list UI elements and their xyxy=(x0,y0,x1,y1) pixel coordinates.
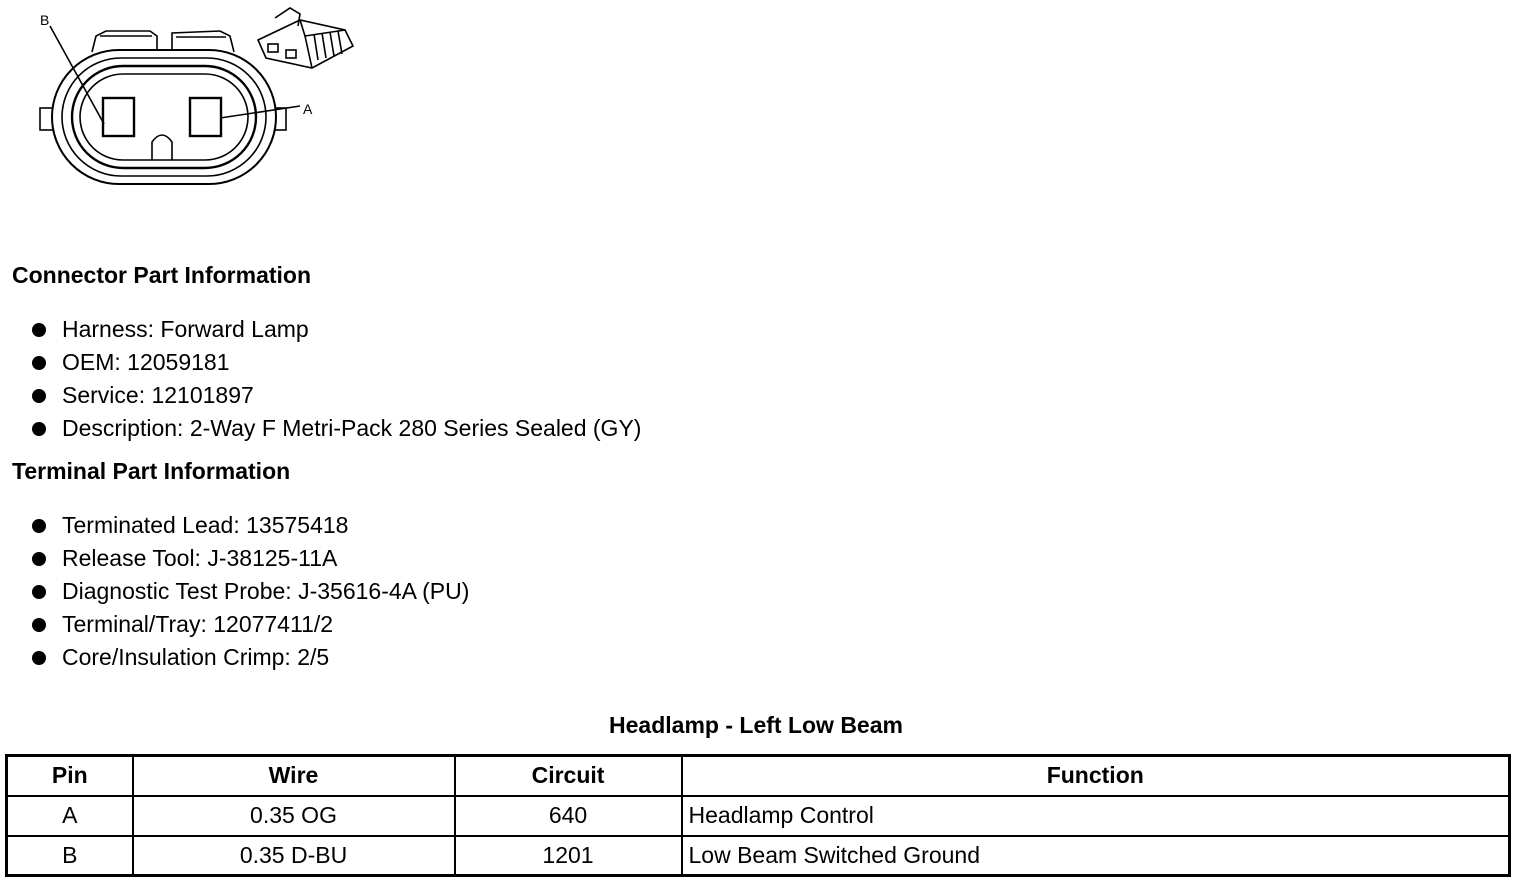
table-row xyxy=(7,796,1510,836)
connector-diagram xyxy=(0,0,380,200)
cell-pin: B xyxy=(7,836,133,876)
connector-section-title: Connector Part Information xyxy=(12,262,312,288)
bullet-icon xyxy=(32,422,46,436)
table-header-row xyxy=(7,756,1510,796)
bullet-icon xyxy=(32,356,46,370)
table-title: Headlamp - Left Low Beam xyxy=(609,712,903,738)
table-row xyxy=(7,836,1510,876)
bullet-icon xyxy=(32,323,46,337)
terminal-info-list xyxy=(30,509,469,674)
list-item: OEM: 12059181 xyxy=(30,346,641,379)
bullet-icon xyxy=(32,651,46,665)
cell-wire: 0.35 OG xyxy=(133,796,455,836)
list-item: Diagnostic Test Probe: J-35616-4A (PU) xyxy=(30,575,469,608)
header-circuit: Circuit xyxy=(455,756,682,796)
cell-function: Headlamp Control xyxy=(682,796,1510,836)
pinout-table xyxy=(5,754,1511,877)
connector-info-list xyxy=(30,313,641,445)
pin-b-label: B xyxy=(40,12,50,28)
list-item: Core/Insulation Crimp: 2/5 xyxy=(30,641,469,674)
header-pin: Pin xyxy=(7,756,133,796)
list-item: Description: 2-Way F Metri-Pack 280 Series Sealed (GY) xyxy=(30,412,641,445)
header-function: Function xyxy=(682,756,1510,796)
pin-a-label: A xyxy=(303,101,313,117)
bullet-icon xyxy=(32,389,46,403)
cell-circuit: 1201 xyxy=(455,836,682,876)
terminal-section-title: Terminal Part Information xyxy=(12,458,291,484)
cell-function: Low Beam Switched Ground xyxy=(682,836,1510,876)
list-item: Terminal/Tray: 12077411/2 xyxy=(30,608,469,641)
list-item: Harness: Forward Lamp xyxy=(30,313,641,346)
cell-wire: 0.35 D-BU xyxy=(133,836,455,876)
header-wire: Wire xyxy=(133,756,455,796)
bullet-icon xyxy=(32,552,46,566)
bullet-icon xyxy=(32,618,46,632)
cell-pin: A xyxy=(7,796,133,836)
list-item: Terminated Lead: 13575418 xyxy=(30,509,469,542)
cell-circuit: 640 xyxy=(455,796,682,836)
list-item: Release Tool: J-38125-11A xyxy=(30,542,469,575)
bullet-icon xyxy=(32,519,46,533)
list-item: Service: 12101897 xyxy=(30,379,641,412)
bullet-icon xyxy=(32,585,46,599)
